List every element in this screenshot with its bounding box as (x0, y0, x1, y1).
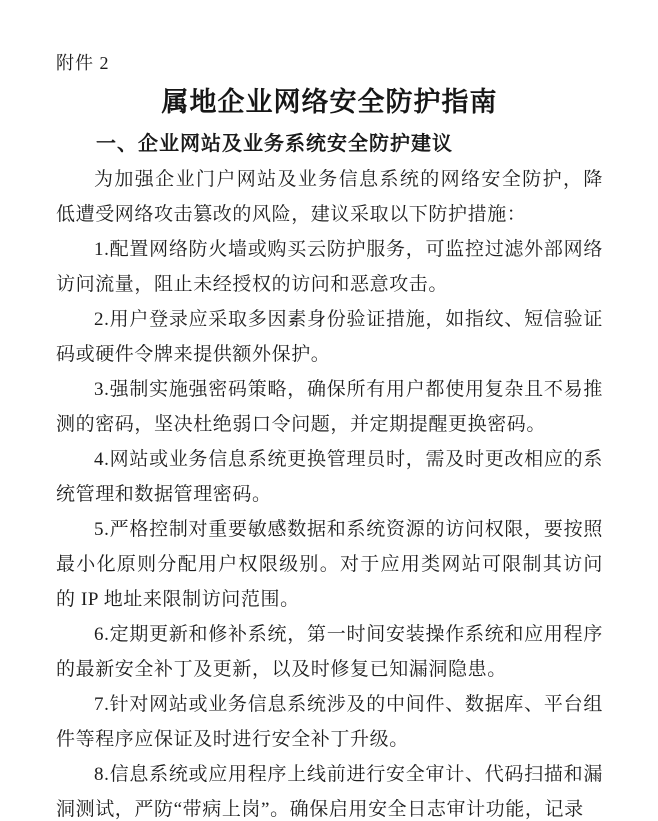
guideline-item-4: 4.网站或业务信息系统更换管理员时，需及时更改相应的系统管理和数据管理密码。 (56, 449, 603, 505)
guideline-item-1: 1.配置网络防火墙或购买云防护服务，可监控过滤外部网络访问流量，阻止未经授权的访问和恶意攻击。 (56, 239, 603, 295)
guideline-item-5: 5.严格控制对重要敏感数据和系统资源的访问权限，要按照最小化原则分配用户权限级别。对于应用类网站可限制其访问的 IP 地址来限制访问范围。 (56, 519, 603, 610)
guideline-item-2: 2.用户登录应采取多因素身份验证措施，如指纹、短信验证码或硬件令牌来提供额外保护。 (56, 309, 603, 365)
guideline-item-7: 7.针对网站或业务信息系统涉及的中间件、数据库、平台组件等程序应保证及时进行安全补丁升级。 (56, 694, 603, 750)
guideline-item-3: 3.强制实施强密码策略，确保所有用户都使用复杂且不易推测的密码，坚决杜绝弱口令问题，并定期提醒更换密码。 (56, 379, 603, 435)
intro-paragraph: 为加强企业门户网站及业务信息系统的网络安全防护，降低遭受网络攻击篡改的风险，建议采取以下防护措施： (56, 169, 603, 225)
document-title: 属地企业网络安全防护指南 (161, 87, 498, 117)
guideline-item-6: 6.定期更新和修补系统，第一时间安装操作系统和应用程序的最新安全补丁及更新，以及时修复已知漏洞隐患。 (56, 624, 603, 680)
document-body (56, 162, 603, 821)
attachment-label: 附件 2 (56, 53, 110, 73)
guideline-item-8: 8.信息系统或应用程序上线前进行安全审计、代码扫描和漏洞测试，严防“带病上岗”。确保启用安全日志审计功能，记录 (56, 764, 603, 820)
section-heading: 一、企业网站及业务系统安全防护建议 (96, 133, 453, 155)
